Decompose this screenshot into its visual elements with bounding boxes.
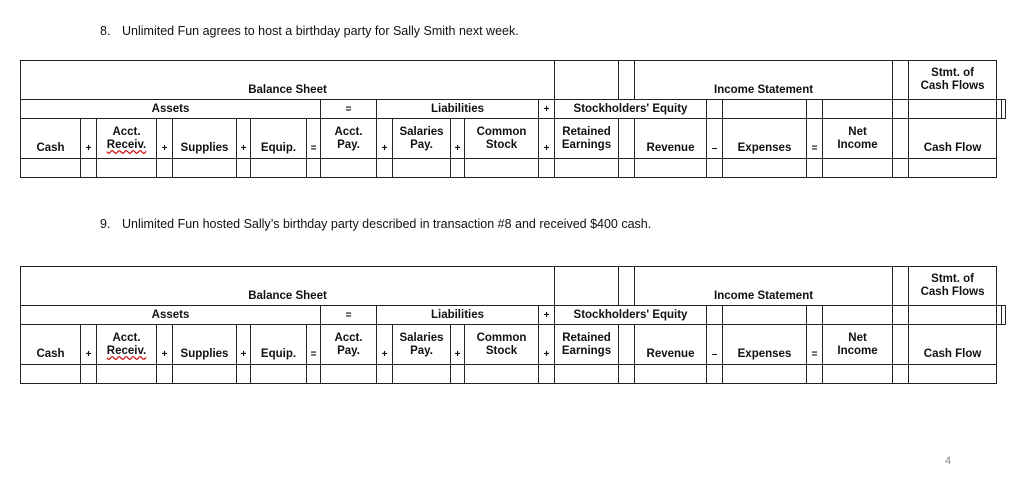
acct-receiv-entry-cell[interactable] [97,365,157,384]
col-cash: Cash [21,325,81,365]
page-number: 4 [945,455,952,467]
stockholders-equity-header: Stockholders' Equity [555,306,707,325]
liabilities-header: Liabilities [377,100,539,119]
col-revenue: Revenue [635,325,707,365]
common-stock-entry-cell[interactable] [465,159,539,178]
revenue-entry-cell[interactable] [635,365,707,384]
transaction-9-prompt [100,217,651,231]
equip-entry-cell[interactable] [251,159,307,178]
income-statement-header: Income Statement [635,267,893,306]
col-revenue: Revenue [635,119,707,159]
plus-sign: + [539,306,555,325]
entry-row [21,159,1006,178]
supplies-entry-cell[interactable] [173,159,237,178]
balance-sheet-header: Balance Sheet [21,61,555,100]
col-net-income: Net Income [823,325,893,365]
equals-sign: = [307,119,321,159]
col-common-stock: Common Stock [465,119,539,159]
income-statement-header: Income Statement [635,61,893,100]
salaries-pay-entry-cell[interactable] [393,159,451,178]
transaction-8-text: Unlimited Fun agrees to host a birthday party for Sally Smith next week. [122,24,519,38]
salaries-pay-entry-cell[interactable] [393,365,451,384]
col-net-income: Net Income [823,119,893,159]
stockholders-equity-header: Stockholders' Equity [555,100,707,119]
col-acct-pay: Acct. Pay. [321,325,377,365]
minus-sign: – [707,325,723,365]
transaction-8-number: 8. [100,24,111,38]
col-acct-pay: Acct. Pay. [321,119,377,159]
cash-flow-entry-cell[interactable] [909,159,997,178]
transaction-9-number: 9. [100,217,111,231]
equals-sign: = [321,100,377,119]
plus-sign: + [451,119,465,159]
common-stock-entry-cell[interactable] [465,365,539,384]
balance-sheet-header: Balance Sheet [21,267,555,306]
col-supplies: Supplies [173,119,237,159]
assets-header: Assets [21,100,321,119]
col-salaries-pay: Salaries Pay. [393,119,451,159]
stmt-cash-flows-header: Stmt. of Cash Flows [909,267,997,306]
col-cash-flow: Cash Flow [909,325,997,365]
plus-sign: + [81,325,97,365]
col-common-stock: Common Stock [465,325,539,365]
transaction-8-prompt [100,24,519,38]
net-income-entry-cell[interactable] [823,365,893,384]
equals-sign: = [307,325,321,365]
stmt-cash-flows-header: Stmt. of Cash Flows [909,61,997,100]
cash-entry-cell[interactable] [21,159,81,178]
plus-sign: + [539,100,555,119]
transaction-9-text: Unlimited Fun hosted Sally’s birthday party described in transaction #8 and received $400 cash. [122,217,652,231]
col-salaries-pay: Salaries Pay. [393,325,451,365]
cash-flow-entry-cell[interactable] [909,365,997,384]
retained-earnings-entry-cell[interactable] [555,365,619,384]
revenue-entry-cell[interactable] [635,159,707,178]
liabilities-header: Liabilities [377,306,539,325]
net-income-entry-cell[interactable] [823,159,893,178]
plus-sign: + [539,325,555,365]
col-retained-earnings: Retained Earnings [555,325,619,365]
acct-pay-entry-cell[interactable] [321,159,377,178]
minus-sign: – [707,119,723,159]
col-cash: Cash [21,119,81,159]
entry-row [21,365,1006,384]
col-cash-flow: Cash Flow [909,119,997,159]
col-supplies: Supplies [173,325,237,365]
equip-entry-cell[interactable] [251,365,307,384]
col-equip: Equip. [251,325,307,365]
plus-sign: + [157,325,173,365]
plus-sign: + [377,325,393,365]
assets-header: Assets [21,306,321,325]
col-expenses: Expenses [723,325,807,365]
acct-pay-entry-cell[interactable] [321,365,377,384]
plus-sign: + [237,119,251,159]
col-retained-earnings: Retained Earnings [555,119,619,159]
col-acct-receiv: Acct. Receiv. [97,119,157,159]
plus-sign: + [157,119,173,159]
col-acct-receiv: Acct. Receiv. [97,325,157,365]
expenses-entry-cell[interactable] [723,365,807,384]
transaction-8-grid [20,60,1006,178]
supplies-entry-cell[interactable] [173,365,237,384]
plus-sign: + [539,119,555,159]
plus-sign: + [377,119,393,159]
transaction-9-grid [20,266,1006,384]
equals-sign: = [321,306,377,325]
acct-receiv-entry-cell[interactable] [97,159,157,178]
plus-sign: + [451,325,465,365]
retained-earnings-entry-cell[interactable] [555,159,619,178]
plus-sign: + [237,325,251,365]
expenses-entry-cell[interactable] [723,159,807,178]
equals-sign: = [807,119,823,159]
col-expenses: Expenses [723,119,807,159]
plus-sign: + [81,119,97,159]
col-equip: Equip. [251,119,307,159]
equals-sign: = [807,325,823,365]
cash-entry-cell[interactable] [21,365,81,384]
